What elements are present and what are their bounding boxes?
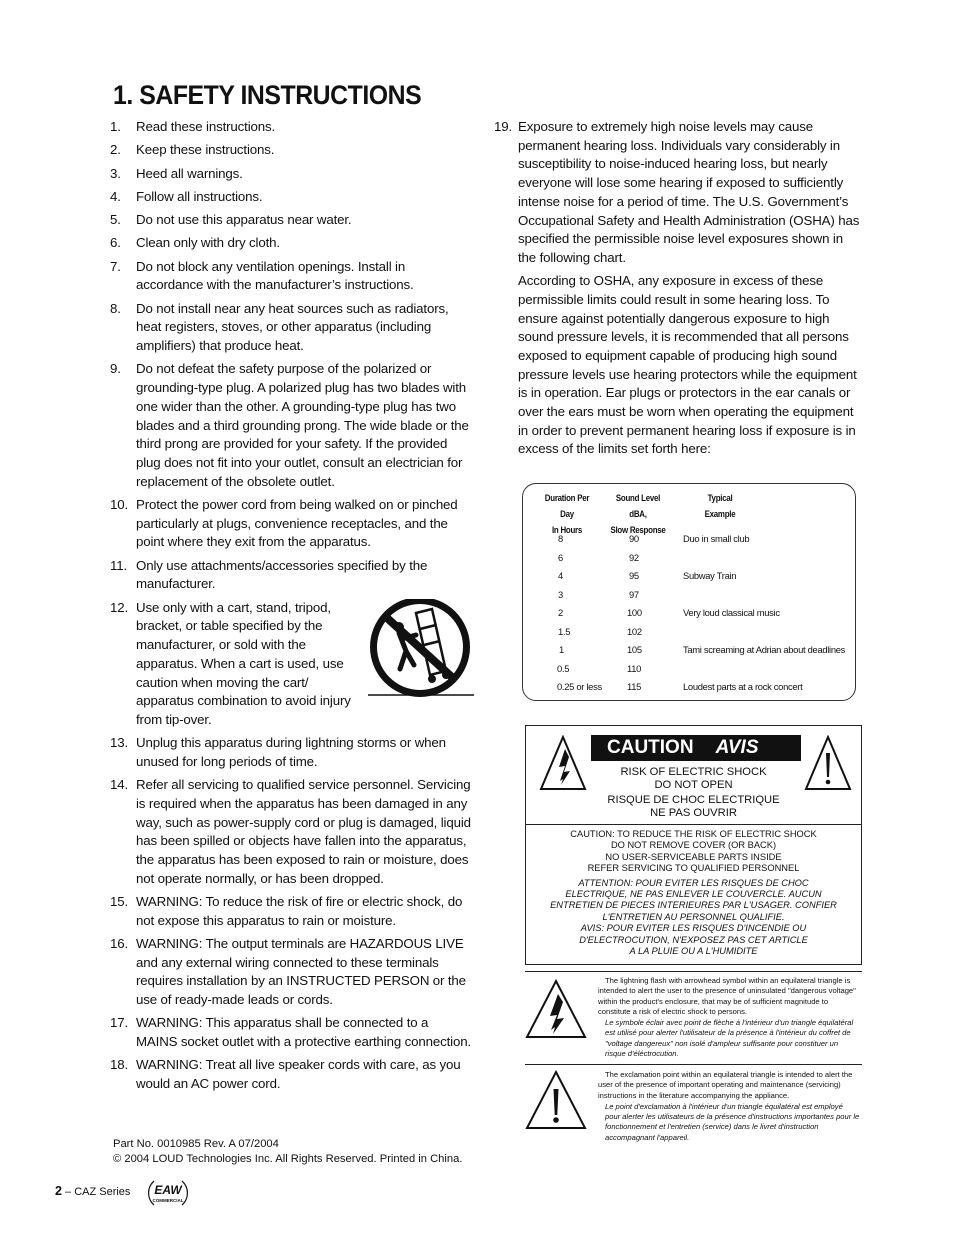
column-header-sound-level: Sound Level dBA, Slow Response — [610, 493, 666, 535]
table-row: 4 95 Subway Train — [558, 570, 737, 581]
table-row: 0.25 or less 115 Loudest parts at a rock concert — [557, 681, 803, 692]
instructions-left-column — [110, 118, 472, 1098]
osha-paragraph-2: According to OSHA, any exposure in excess of these permissible limits could result in some hearing loss. To ensure against potentially dangerous exposure to high sound pressure levels, it is recommended that all persons exposed to equipment capable of producing high sound pressure levels use hearing protectors while the equipment is in operation. Ear plugs or protectors in the ear canals or over the ears must be worn when operating the equipment in order to prevent permanent hearing loss if exposure is in excess of the limits set forth here: — [518, 273, 857, 457]
exclamation-triangle-icon — [525, 1069, 587, 1131]
instruction-item: 15. WARNING: To reduce the risk of fire or electric shock, do not expose this apparatus to rain or moisture. — [110, 894, 463, 928]
instruction-item: 4. Follow all instructions. — [110, 188, 263, 204]
table-row: 2 100 Very loud classical music — [558, 607, 780, 618]
svg-text:COMMERCIAL: COMMERCIAL — [152, 1198, 184, 1203]
cart-tipover-icon — [366, 599, 476, 699]
caution-label-box — [525, 725, 862, 965]
caution-avis-label: CAUTION AVIS — [591, 735, 801, 761]
instruction-item: 8. Do not install near any heat sources such as radiators, heat registers, stoves, or other apparatus (including amplifiers) that produce heat. — [110, 300, 449, 354]
lightning-triangle-icon — [539, 735, 587, 791]
svg-text:EAW: EAW — [154, 1183, 182, 1197]
page-number: 2 – CAZ Series — [55, 1184, 131, 1198]
exclamation-triangle-icon — [804, 735, 852, 791]
divider — [525, 971, 862, 972]
risk-text-en: RISK OF ELECTRIC SHOCK DO NOT OPEN — [620, 766, 767, 791]
instruction-item: 3. Heed all warnings. — [110, 165, 243, 181]
table-row: 1 105 Tami screaming at Adrian about deadlines — [559, 644, 846, 655]
instruction-item: 17. WARNING: This apparatus shall be connected to a MAINS socket outlet with a protective earthing connection. — [110, 1015, 471, 1050]
caution-body: CAUTION: TO REDUCE THE RISK OF ELECTRIC SHOCK DO NOT REMOVE COVER (OR BACK) NO USER-SERVICEABLE PARTS INSIDE REFER SERVICING TO QUALIFIED PERSONNEL ATTENTION: POUR EVITER LES RISQUES DE CHOC ELECTRIQUE, NE PAS ENLEVER LE COUVERCLE. AUCUN ENTRETIEN DE PIECES INTERIEURES PAR L'USAGER. CONFIER L'ENTRETIEN AU PERSONNEL QUALIFIE. AVIS: POUR EVITER LES RISQUES D'INCENDIE OU D'ELECTROCUTION, N'EXPOSEZ PAS CET ARTICLE A LA PLUIE OU A L'HUMIDITE — [550, 829, 837, 957]
column-header-duration: Duration Per Day In Hours — [544, 493, 590, 535]
table-row: 3 97 — [558, 588, 639, 600]
instruction-item: 1. Read these instructions. — [110, 119, 276, 134]
footer-legal — [113, 1137, 462, 1166]
page-title: 1. SAFETY INSTRUCTIONS — [113, 80, 422, 110]
osha-paragraph-1: Exposure to extremely high noise levels may cause permanent hearing loss. Individuals vary considerably in susceptibility to noise-induced hearing loss, but nearly everyone will lose some hearing if exposed to sufficiently intense noise for a period of time. The U.S. Government’s Occupational Safety and Health Administration (OSHA) has specified the permissible noise level exposures shown in the following chart. — [518, 119, 860, 265]
lightning-symbol-explanation: The lightning flash with arrowhead symbol within an equilateral triangle is intended to alert the user to the presence of uninsulated "dangerous voltage" within the product's enclosure, that may be of sufficient magnitude to constitute a risk of electric shock to persons. Le symbole éclair avec point de flèche à l'intérieur d'un triangle équilatéral est utilisé pour alerter l'utilisateur de la présence à l'intérieur du coffret de "voltage dangereux" non isolé d'ampleur suffisante pour constituer un risque d'éléctrocution. — [598, 976, 856, 1059]
instruction-item: 11. Only use attachments/accessories specified by the manufacturer. — [110, 557, 428, 592]
noise-exposure-table — [522, 483, 856, 701]
instruction-item: 2. Keep these instructions. — [110, 142, 275, 158]
instruction-item: 9. Do not defeat the safety purpose of the polarized or grounding-type plug. A polarized plug has two blades with one wider than the other. A grounding-type plug has two blades and a third grounding prong. The wide blade or the third prong are provided for your safety. If the provided plug does not fit into your outlet, consult an electrician for replacement of the obsolete outlet. — [110, 361, 469, 489]
column-header-example: Typical Example — [704, 493, 736, 519]
eaw-logo — [144, 1175, 192, 1211]
divider — [525, 1064, 862, 1065]
instruction-item: 13. Unplug this apparatus during lightning storms or when unused for long periods of time. — [110, 735, 446, 769]
risk-text-fr: RISQUE DE CHOC ELECTRIQUE NE PAS OUVRIR — [607, 794, 780, 819]
lightning-triangle-icon — [525, 978, 587, 1040]
instruction-item: 7. Do not block any ventilation openings. Install in accordance with the manufacturer’s instructions. — [110, 258, 414, 293]
instructions-right-column — [494, 118, 860, 464]
instruction-item: 6. Clean only with dry cloth. — [110, 235, 280, 251]
table-row: 1.5 102 — [558, 625, 642, 637]
table-row: 6 92 — [558, 551, 639, 563]
instruction-item: 19. Exposure to extremely high noise levels may cause permanent hearing loss. Individuals vary considerably in susceptibility to noise-induced hearing loss, but nearly everyone will lose some hearing if exposed to sufficiently intense noise for a period of time. The U.S. Government’s Occupational Safety and Health Administration (OSHA) has specified the permissible noise level exposures shown in the following chart. According to OSHA, any exposure in excess of these permissible limits could result in some hearing loss. To ensure against potentially dangerous exposure to high sound pressure levels, it is recommended that all persons exposed to equipment capable of producing high sound pressure levels use hearing protectors while the equipment is in operation. Ear plugs or protectors in the ear canals or over the ears must be worn when operating the equipment in order to prevent permanent hearing loss if exposure is in excess of the limits set forth here: — [494, 118, 860, 459]
exclamation-symbol-explanation: The exclamation point within an equilateral triangle is intended to alert the user of the presence of important operating and maintenance (servicing) instructions in the literature accompanying the appliance. Le point d'exclamation à l'intérieur d'un triangle équilatéral est employé pour alerter les utilisateurs de la présence d'instructions importantes pour le fonctionnement et l'entretien (service) dans le livret d'instruction accompagnant l'appareil. — [598, 1070, 860, 1142]
instruction-item: 12. Use only with a cart, stand, tripod, bracket, or table specified by the manufacturer, or sold with the apparatus. When a cart is used, use caution when moving the cart/ apparatus combination to avoid injury from tip-over. — [110, 599, 472, 730]
instruction-item: 18. WARNING: Treat all live speaker cords with care, as you would an AC power cord. — [110, 1057, 461, 1092]
table-row: 0.5 110 — [557, 662, 642, 674]
copyright: © 2004 LOUD Technologies Inc. All Rights Reserved. Printed in China. — [113, 1152, 463, 1165]
part-number: Part No. 0010985 Rev. A 07/2004 — [113, 1138, 279, 1150]
caution-header — [526, 726, 861, 825]
table-row: 8 90 Duo in small club — [558, 533, 750, 544]
instruction-item: 10. Protect the power cord from being walked on or pinched particularly at plugs, convenience receptacles, and the point where they exit from the apparatus. — [110, 497, 458, 550]
instruction-item: 16. WARNING: The output terminals are HAZARDOUS LIVE and any external wiring connected to these terminals requires installation by an INSTRUCTED PERSON or the use of ready-made leads or cords. — [110, 936, 466, 1008]
instruction-item: 14. Refer all servicing to qualified service personnel. Servicing is required when the apparatus has been damaged in any way, such as power-supply cord or plug is damaged, liquid has been spilled or objects have fallen into the apparatus, the apparatus has been exposed to rain or moisture, does not operate normally, or has been dropped. — [110, 777, 471, 886]
instruction-item: 5. Do not use this apparatus near water. — [110, 212, 352, 228]
